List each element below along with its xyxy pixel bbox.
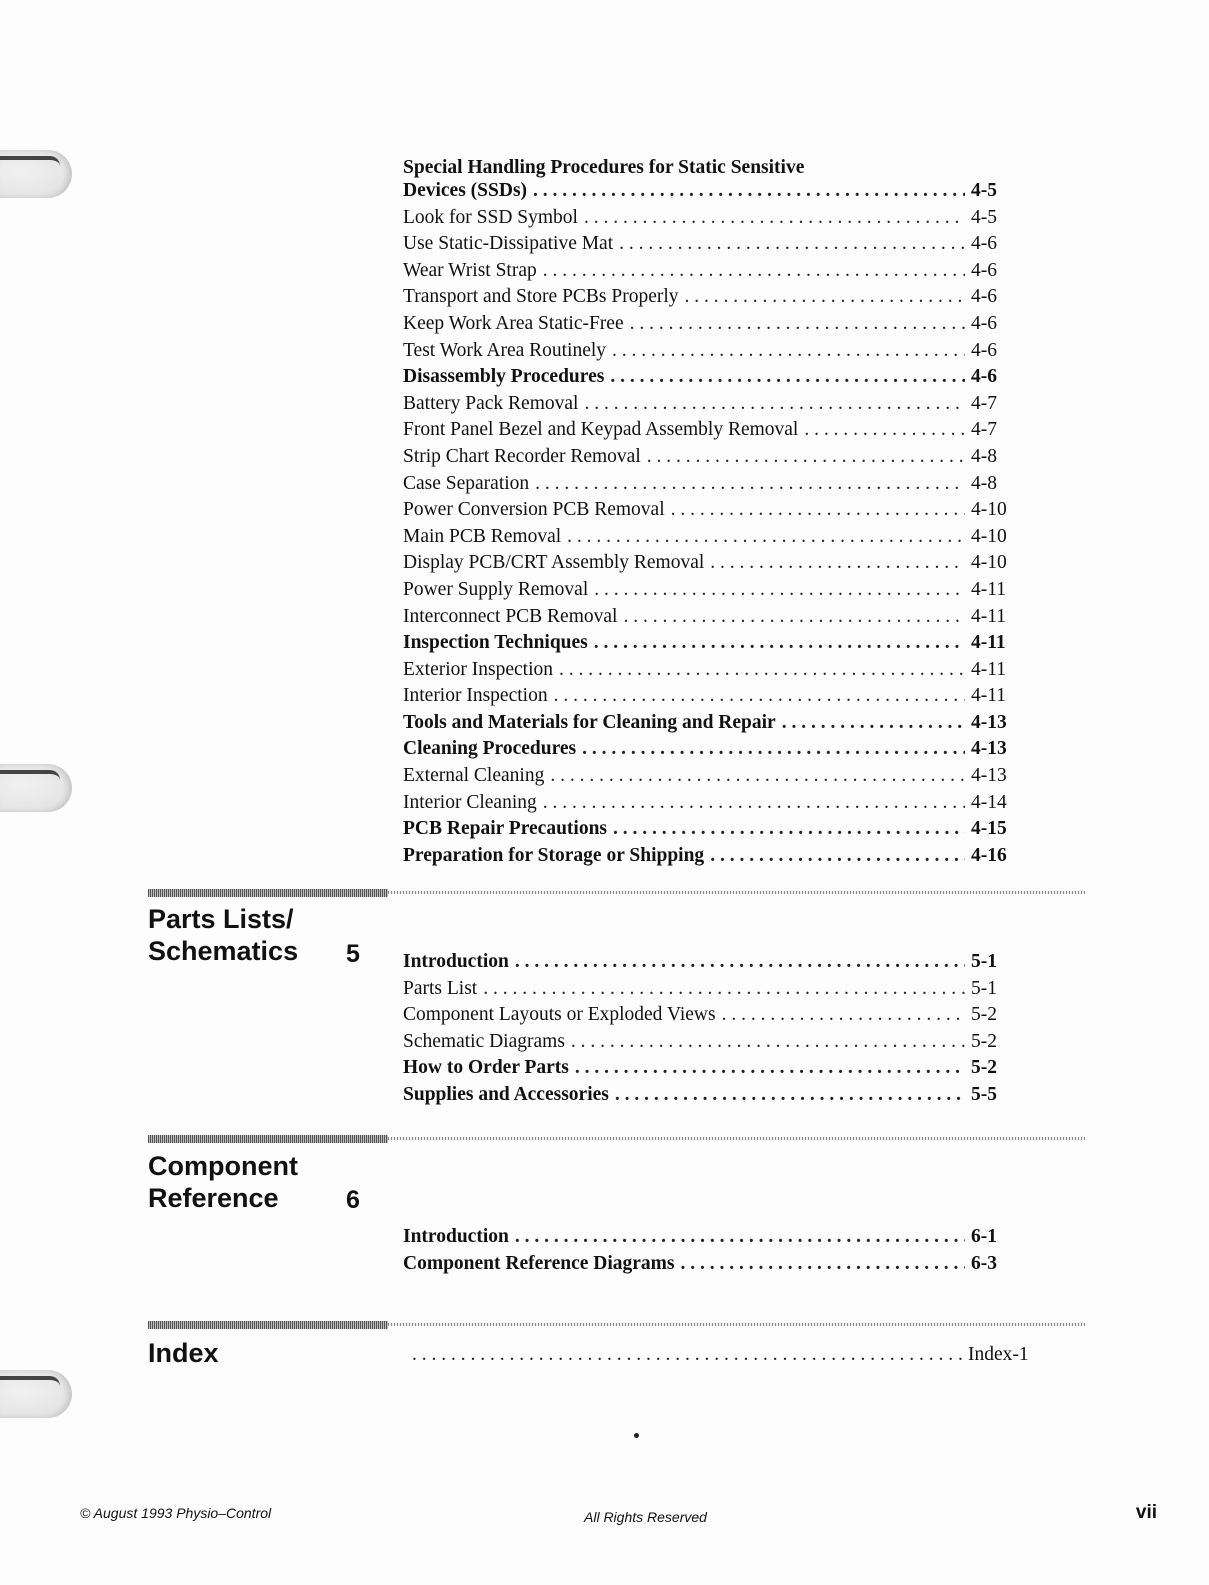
toc-leader-dots	[685, 284, 965, 310]
toc-entry-title: Transport and Store PCBs Properly	[403, 286, 679, 308]
section-title-index: Index	[148, 1338, 219, 1368]
toc-entry-page: 5-5	[971, 1083, 997, 1105]
toc-leader-dots	[543, 790, 965, 816]
toc-entry-page: 4-5	[971, 206, 997, 228]
section-divider-6	[148, 1135, 1085, 1143]
toc-entry	[403, 497, 1015, 524]
toc-entry-title: Parts List	[403, 977, 478, 999]
toc-entry-page: 5-1	[971, 951, 997, 972]
punch-hole-middle	[0, 764, 72, 812]
toc-entry-page: 6-1	[971, 1226, 997, 1247]
toc-entry	[403, 790, 1015, 817]
toc-list	[403, 1224, 1015, 1277]
toc-entry	[403, 338, 1015, 365]
toc-entry-title: Introduction	[403, 951, 509, 972]
toc-entry-page: 4-11	[971, 632, 1006, 654]
toc-entry	[403, 976, 1015, 1003]
toc-entry-title: Interconnect PCB Removal	[403, 605, 618, 627]
toc-leader-dots	[483, 976, 965, 1002]
toc-entry	[403, 391, 1015, 418]
toc-leader-dots	[722, 1002, 965, 1028]
toc-leader-dots	[613, 816, 965, 842]
toc-entry-page: 4-11	[971, 658, 1007, 680]
toc-entry-page: 5-1	[971, 977, 997, 999]
toc-entry-page: 4-8	[971, 472, 997, 494]
toc-entry-title: Inspection Techniques	[403, 632, 588, 654]
toc-leader-dots	[619, 231, 965, 257]
toc-entry-title: Disassembly Procedures	[403, 366, 605, 388]
toc-entry-title: External Cleaning	[403, 765, 545, 787]
toc-entry-page: 5-2	[971, 1004, 997, 1026]
toc-entry	[403, 524, 1015, 551]
toc-entry-page: 4-13	[971, 738, 1007, 760]
toc-entry-title: Front Panel Bezel and Keypad Assembly Removal	[403, 419, 799, 441]
toc-entry	[403, 763, 1015, 790]
toc-leader-dots	[615, 1082, 965, 1108]
toc-entry-title: Cleaning Procedures	[403, 738, 577, 760]
toc-entry-page: 4-11	[971, 685, 1007, 707]
toc-section6	[403, 1224, 1015, 1277]
toc-entry-title: Component Layouts or Exploded Views	[403, 1004, 716, 1026]
toc-entry-page: 5-2	[971, 1057, 997, 1079]
toc-entry-title: Use Static-Dissipative Mat	[403, 233, 614, 255]
toc-index	[412, 1342, 1038, 1369]
toc-entry	[403, 1251, 1015, 1278]
toc-entry-page: 4-11	[971, 578, 1007, 600]
footer-copyright: © August 1993 Physio–Control	[80, 1505, 272, 1521]
toc-entry-title: Exterior Inspection	[403, 658, 553, 680]
toc-entry	[403, 364, 1015, 391]
toc-leader-dots	[671, 497, 965, 523]
toc-leader-dots	[584, 391, 965, 417]
page-number: vii	[1135, 1502, 1157, 1523]
toc-entry	[403, 1055, 1015, 1082]
toc-leader-dots	[575, 1055, 965, 1081]
toc-entry-title-line1: Special Handling Procedures for Static Sensitive	[403, 157, 805, 178]
section-number-6: 6	[346, 1186, 360, 1214]
toc-entry-page: 4-6	[971, 259, 997, 281]
punch-hole-top	[0, 150, 72, 198]
toc-entry-page: 4-6	[971, 339, 997, 361]
toc-entry	[403, 1002, 1015, 1029]
toc-entry-index	[412, 1342, 1038, 1369]
section-title-component-reference: Component Reference	[148, 1151, 298, 1213]
toc-leader-dots	[543, 258, 965, 284]
section-title-parts-lists: Parts Lists/ Schematics	[148, 904, 299, 966]
toc-entry-page: Index-1	[968, 1344, 1029, 1365]
toc-entry-page: 4-16	[971, 844, 1007, 866]
toc-entry	[403, 311, 1015, 338]
toc-leader-dots	[571, 1029, 965, 1055]
toc-entry-page: 4-6	[971, 366, 997, 388]
toc-list	[403, 178, 1015, 869]
section-divider-5	[148, 889, 1085, 897]
toc-leader-dots	[533, 178, 965, 204]
toc-entry	[403, 471, 1015, 498]
toc-leader-dots	[804, 417, 965, 443]
toc-entry	[403, 630, 1015, 657]
toc-entry-page: 4-11	[971, 605, 1007, 627]
toc-leader-dots	[782, 710, 965, 736]
toc-entry-title: Tools and Materials for Cleaning and Repair	[403, 711, 776, 733]
section-number-5: 5	[346, 940, 360, 968]
toc-section5	[403, 949, 1015, 1109]
toc-entry-title: Main PCB Removal	[403, 525, 562, 547]
toc-entry-title: Component Reference Diagrams	[403, 1252, 675, 1274]
bullet-mark	[634, 1433, 639, 1438]
toc-leader-dots	[567, 524, 965, 550]
toc-entry	[403, 816, 1015, 843]
toc-entry-title: Strip Chart Recorder Removal	[403, 445, 641, 467]
toc-entry-title: Devices (SSDs)	[403, 180, 528, 201]
toc-entry	[403, 231, 1015, 258]
toc-leader-dots	[535, 471, 965, 497]
toc-leader-dots	[623, 604, 965, 630]
toc-entry	[403, 1224, 1015, 1251]
toc-entry-page: 4-7	[971, 419, 997, 441]
toc-leader-dots	[559, 657, 965, 683]
toc-leader-dots	[515, 949, 965, 975]
toc-entry	[403, 657, 1015, 684]
toc-entry-title: Wear Wrist Strap	[403, 259, 537, 281]
toc-leader-dots	[584, 205, 965, 231]
toc-entry-title: PCB Repair Precautions	[403, 818, 608, 840]
toc-entry-title: Interior Inspection	[403, 685, 548, 707]
toc-entry	[403, 710, 1015, 737]
toc-entry	[403, 444, 1015, 471]
toc-leader-dots	[550, 763, 965, 789]
toc-entry-title: Supplies and Accessories	[403, 1083, 609, 1105]
toc-entry-title: Test Work Area Routinely	[403, 339, 607, 361]
toc-entry-page: 5-2	[971, 1030, 997, 1052]
toc-entry	[403, 258, 1015, 285]
toc-entry-title: Introduction	[403, 1226, 509, 1247]
toc-entry-page: 6-3	[971, 1252, 997, 1274]
toc-entry-page: 4-5	[971, 180, 997, 201]
toc-entry	[403, 1029, 1015, 1056]
toc-leader-dots	[594, 630, 965, 656]
toc-entry-page: 4-7	[971, 392, 997, 414]
toc-entry	[403, 205, 1015, 232]
toc-chapter4-continued	[403, 156, 1015, 869]
toc-leader-dots	[582, 736, 965, 762]
toc-leader-dots	[612, 338, 965, 364]
toc-entry-title: Case Separation	[403, 472, 530, 494]
toc-entry	[403, 577, 1015, 604]
toc-leader-dots	[594, 577, 965, 603]
toc-entry	[403, 949, 1015, 976]
toc-entry-title: Preparation for Storage or Shipping	[403, 844, 705, 866]
toc-entry-title: Power Supply Removal	[403, 578, 589, 600]
toc-entry-page: 4-6	[971, 233, 997, 255]
toc-list	[403, 949, 1015, 1109]
punch-hole-bottom	[0, 1370, 72, 1418]
toc-entry-page: 4-6	[971, 312, 997, 334]
toc-entry-title: Display PCB/CRT Assembly Removal	[403, 552, 705, 574]
toc-entry-title: Interior Cleaning	[403, 791, 537, 813]
toc-entry-title: Keep Work Area Static-Free	[403, 312, 624, 334]
toc-leader-dots	[515, 1224, 965, 1250]
toc-entry-title: How to Order Parts	[403, 1057, 569, 1079]
toc-entry-page: 4-14	[971, 791, 1007, 813]
toc-entry	[403, 550, 1015, 577]
toc-entry	[403, 178, 1015, 205]
toc-leader-dots	[630, 311, 965, 337]
toc-entry-page: 4-10	[971, 499, 1007, 521]
toc-leader-dots	[554, 683, 965, 709]
toc-entry-page: 4-6	[971, 286, 997, 308]
toc-leader-dots	[710, 843, 965, 869]
toc-entry-title: Schematic Diagrams	[403, 1030, 565, 1052]
toc-entry-page: 4-13	[971, 711, 1007, 733]
toc-entry-page: 4-10	[971, 552, 1007, 574]
toc-entry	[403, 284, 1015, 311]
toc-leader-dots	[647, 444, 965, 470]
toc-entry	[403, 1082, 1015, 1109]
toc-entry-page: 4-13	[971, 765, 1007, 787]
toc-leader-dots	[710, 550, 965, 576]
toc-leader-dots	[610, 364, 965, 390]
toc-entry	[403, 683, 1015, 710]
toc-entry-title: Power Conversion PCB Removal	[403, 499, 665, 521]
toc-leader-dots	[681, 1251, 966, 1277]
section-divider-index	[148, 1321, 1085, 1329]
toc-entry	[403, 843, 1015, 870]
toc-entry-title: Battery Pack Removal	[403, 392, 579, 414]
footer-rights: All Rights Reserved	[584, 1509, 707, 1525]
toc-entry-page: 4-15	[971, 818, 1007, 840]
toc-entry-page: 4-8	[971, 445, 997, 467]
toc-entry-page: 4-10	[971, 525, 1007, 547]
toc-entry	[403, 736, 1015, 763]
toc-entry	[403, 604, 1015, 631]
toc-entry	[403, 417, 1015, 444]
toc-entry-title: Look for SSD Symbol	[403, 206, 578, 228]
